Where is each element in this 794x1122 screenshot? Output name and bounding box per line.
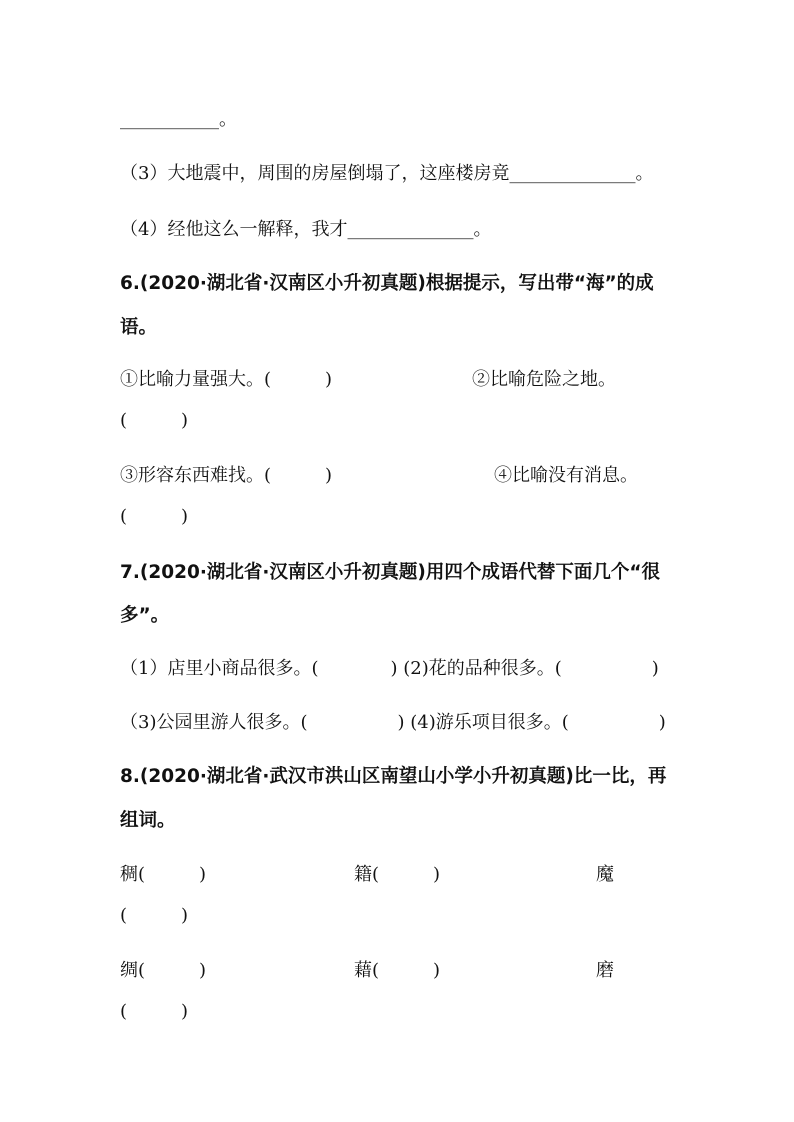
question-8-title: 8.(2020·湖北省·武汉市洪山区南望山小学小升初真题)比一比，再 [120,766,667,787]
question-item-3: （3）大地震中，周围的房屋倒塌了，这座楼房竟______________。 [120,163,654,184]
q6-item-3: ③形容东西难找。( ) [120,465,333,486]
q8-char-mo: 魔 [596,864,614,885]
q6-item-4: ④比喻没有消息。 [494,465,638,486]
q8-char-ji: 籍( ) [354,864,441,885]
question-7-title: 7.(2020·湖北省·汉南区小升初真题)用四个成语代替下面几个“很 [120,562,661,583]
q7-row-2: （3)公园里游人很多。( ) (4)游乐项目很多。( ) [120,712,666,733]
q6-item-2: ②比喻危险之地。 [472,369,616,390]
q7-row-1: （1）店里小商品很多。( ) (2)花的品种很多。( ) [120,658,659,679]
question-7-title-cont: 多”。 [120,605,170,626]
q6-item-4-paren: ( ) [120,506,189,527]
question-item-4: （4）经他这么一解释，我才______________。 [120,219,492,240]
answer-blank-line: ___________。 [120,109,237,130]
q8-char-mo2: 磨 [596,960,614,981]
question-8-title-cont: 组词。 [120,810,176,831]
q6-item-1: ①比喻力量强大。( ) [120,369,333,390]
q8-char-jie: 藉( ) [354,960,441,981]
q8-char-chou: 稠( ) [120,864,207,885]
q6-item-2-paren: ( ) [120,410,189,431]
question-6-title-cont: 语。 [120,317,158,338]
q8-char-mo2-paren: ( ) [120,1001,189,1022]
question-6-title: 6.(2020·湖北省·汉南区小升初真题)根据提示，写出带“海”的成 [120,273,654,294]
q8-char-mo-paren: ( ) [120,905,189,926]
q8-char-chou2: 绸( ) [120,960,207,981]
